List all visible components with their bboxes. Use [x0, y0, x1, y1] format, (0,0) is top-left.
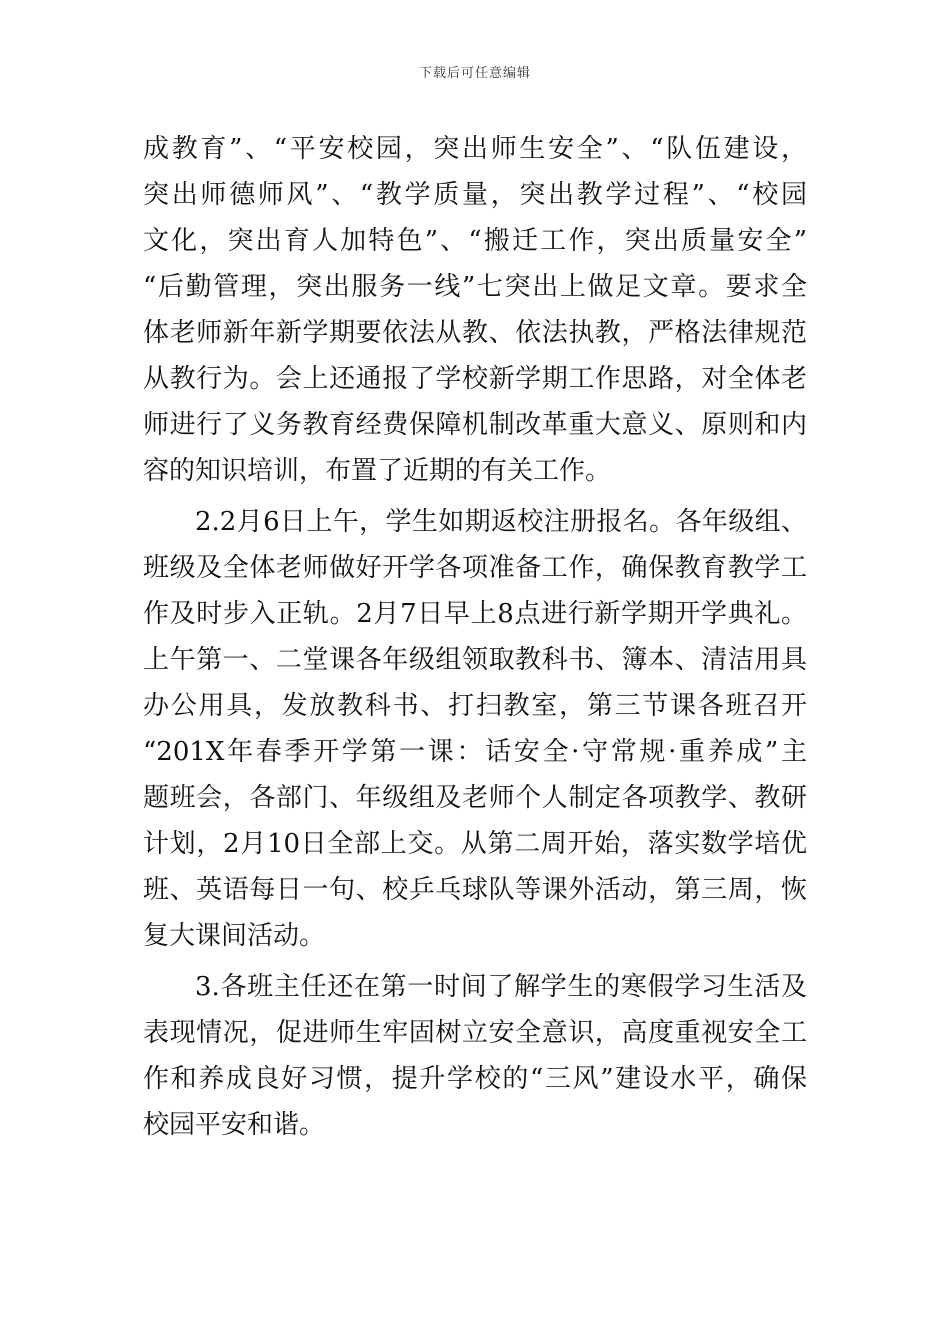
- text-line: 计划，2月10日全部上交。从第二周开始，落实数学培优: [143, 829, 807, 859]
- text-line: 2.2月6日上午，学生如期返校注册报名。各年级组、: [195, 507, 807, 537]
- text-line: “后勤管理，突出服务一线”七突出上做足文章。要求全: [143, 272, 807, 302]
- text-line: 校园平安和谐。: [143, 1110, 326, 1140]
- document-body: [143, 126, 807, 1148]
- paragraph-2: [143, 499, 807, 959]
- text-line: 成教育”、“平安校园，突出师生安全”、“队伍建设，: [143, 134, 807, 164]
- text-line: “201X年春季开学第一课：话安全·守常规·重养成”主: [143, 737, 807, 767]
- page-header: 下载后可任意编辑: [418, 66, 531, 81]
- text-line: 作和养成良好习惯，提升学校的“三风”建设水平，确保: [143, 1064, 807, 1094]
- paragraph-3: [143, 964, 807, 1148]
- text-line: 文化，突出育人加特色”、“搬迁工作，突出质量安全”: [143, 226, 807, 256]
- paragraph-1: [143, 126, 807, 494]
- text-line: 体老师新年新学期要依法从教、依法执教，严格法律规范: [143, 318, 807, 348]
- text-line: 班、英语每日一句、校乒乓球队等课外活动，第三周，恢: [143, 875, 807, 905]
- text-line: 上午第一、二堂课各年级组领取教科书、簿本、清洁用具: [143, 645, 807, 675]
- text-line: 作及时步入正轨。2月7日早上8点进行新学期开学典礼。: [143, 599, 807, 629]
- text-line: 3.各班主任还在第一时间了解学生的寒假学习生活及: [195, 972, 807, 1002]
- text-line: 从教行为。会上还通报了学校新学期工作思路，对全体老: [143, 364, 807, 394]
- text-line: 表现情况，促进师生牢固树立安全意识，高度重视安全工: [143, 1018, 807, 1048]
- text-line: 题班会，各部门、年级组及老师个人制定各项教学、教研: [143, 783, 807, 813]
- text-line: 容的知识培训，布置了近期的有关工作。: [143, 456, 612, 486]
- text-line: 办公用具，发放教科书、打扫教室，第三节课各班召开: [143, 691, 807, 721]
- text-line: 复大课间活动。: [143, 921, 326, 951]
- text-line: 班级及全体老师做好开学各项准备工作，确保教育教学工: [143, 553, 807, 583]
- text-line: 突出师德师风”、“教学质量，突出教学过程”、“校园: [143, 180, 807, 210]
- text-line: 师进行了义务教育经费保障机制改革重大意义、原则和内: [143, 410, 807, 440]
